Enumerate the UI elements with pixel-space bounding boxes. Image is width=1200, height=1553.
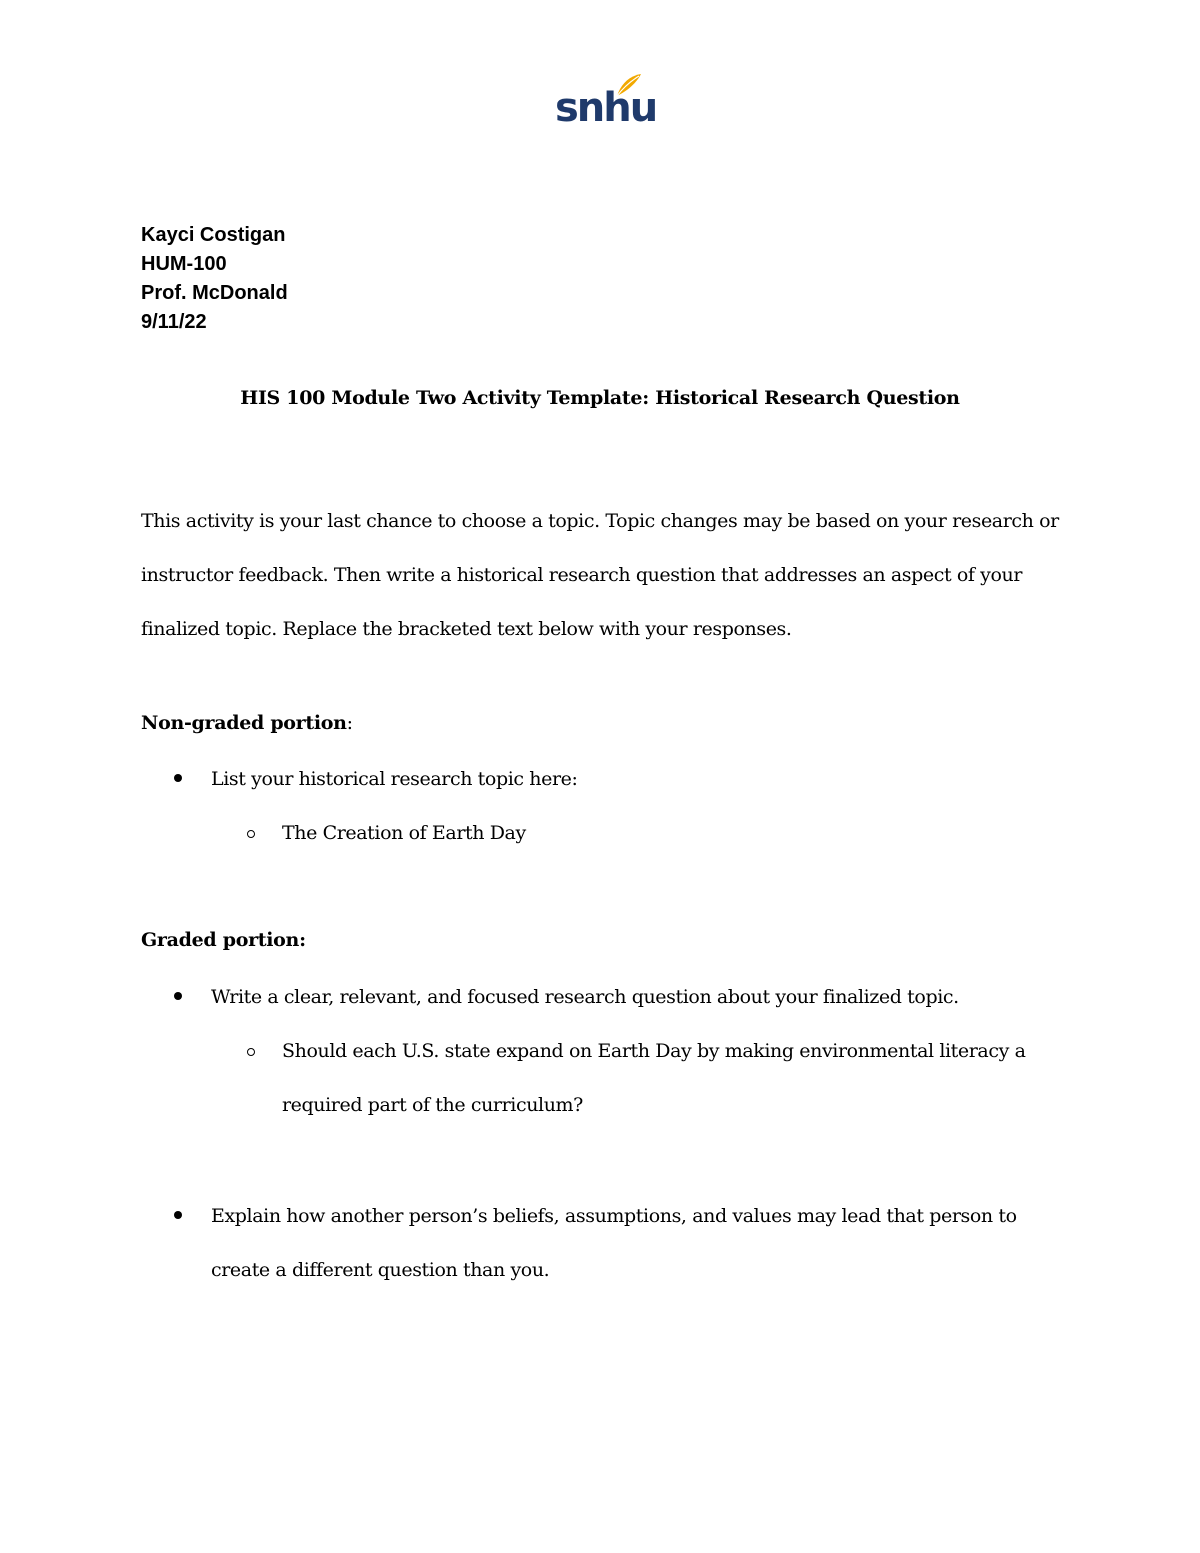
logo-wordmark: snhu — [555, 85, 657, 131]
hollow-bullet-icon — [247, 830, 255, 838]
intro-paragraph: This activity is your last chance to choose a topic. Topic changes may be based on your research or instructor feedback. Then write a historical research question that addresses an aspect of your finalized topic. Replace the bracketed text below with your responses. — [141, 510, 1059, 640]
student-name: Kayci Costigan — [141, 224, 286, 246]
list-item — [211, 970, 1061, 1024]
non-graded-heading-colon: : — [346, 712, 353, 734]
submission-date: 9/11/22 — [141, 311, 207, 333]
student-header — [141, 221, 288, 337]
course-code: HUM-100 — [141, 253, 227, 275]
non-graded-heading — [141, 712, 353, 734]
hollow-bullet-icon — [247, 1048, 255, 1056]
bullet-icon — [174, 992, 182, 1000]
graded-prompt-2: Explain how another person’s beliefs, assumptions, and values may lead that person to create a different question than you. — [211, 1205, 1017, 1281]
research-question-answer: Should each U.S. state expand on Earth Day by making environmental literacy a required part of the curriculum? — [282, 1040, 1026, 1116]
list-item — [282, 806, 1072, 860]
document-title: HIS 100 Module Two Activity Template: Historical Research Question — [240, 387, 960, 409]
research-topic-answer: The Creation of Earth Day — [282, 822, 526, 844]
bullet-icon — [174, 774, 182, 782]
graded-prompt-1: Write a clear, relevant, and focused research question about your finalized topic. — [211, 986, 959, 1008]
graded-heading: Graded portion: — [141, 929, 306, 951]
list-item — [211, 1189, 1061, 1297]
non-graded-prompt: List your historical research topic here: — [211, 768, 578, 790]
professor-name: Prof. McDonald — [141, 282, 288, 304]
list-item — [211, 752, 1061, 806]
bullet-icon — [174, 1211, 182, 1219]
snhu-logo — [555, 72, 657, 134]
non-graded-heading-text: Non-graded portion — [141, 712, 347, 734]
list-item — [282, 1024, 1072, 1132]
leaf-icon — [613, 72, 643, 98]
